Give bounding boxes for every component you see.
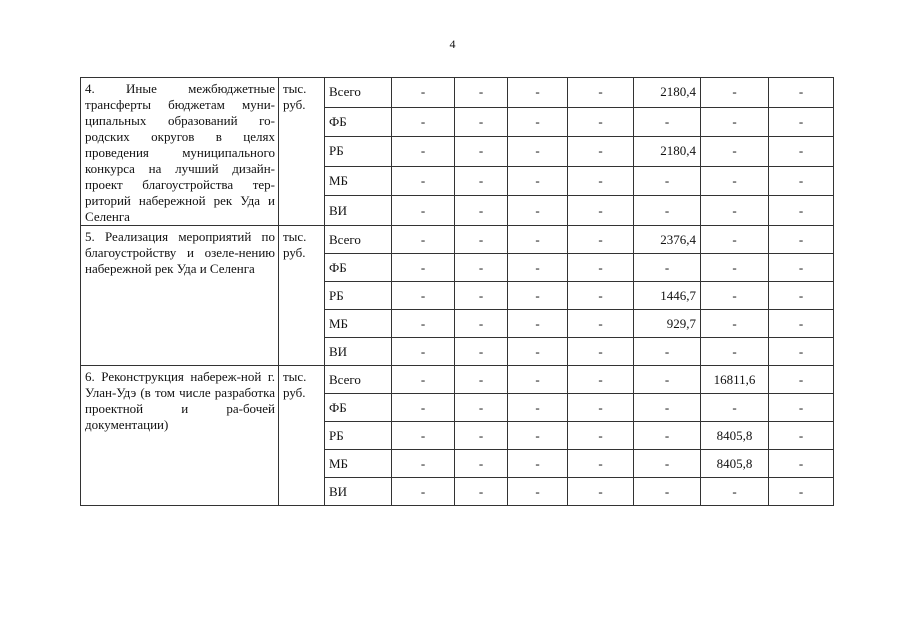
value-cell: -	[701, 282, 769, 310]
page-number: 4	[449, 37, 456, 51]
funding-source-cell: РБ	[325, 422, 392, 450]
value-cell: -	[769, 450, 834, 478]
funding-source-cell: ФБ	[325, 107, 392, 137]
funding-source-cell: Всего	[325, 78, 392, 108]
value-cell: 2376,4	[634, 226, 701, 254]
value-cell: -	[455, 338, 508, 366]
value-cell: -	[701, 338, 769, 366]
funding-source-cell: Всего	[325, 226, 392, 254]
funding-source-cell: Всего	[325, 366, 392, 394]
value-cell: -	[568, 107, 634, 137]
value-cell: -	[392, 310, 455, 338]
funding-source-cell: МБ	[325, 166, 392, 196]
value-cell: -	[508, 254, 568, 282]
value-cell: -	[508, 338, 568, 366]
value-cell: -	[769, 366, 834, 394]
value-cell: -	[392, 166, 455, 196]
unit-cell: тыс. руб.	[279, 78, 325, 226]
value-cell: -	[568, 78, 634, 108]
funding-source-cell: РБ	[325, 137, 392, 167]
value-cell: -	[568, 196, 634, 226]
value-cell: 2180,4	[634, 78, 701, 108]
value-cell: -	[634, 196, 701, 226]
value-cell: -	[701, 196, 769, 226]
value-cell: -	[634, 422, 701, 450]
value-cell: -	[508, 107, 568, 137]
value-cell: -	[455, 78, 508, 108]
value-cell: -	[455, 226, 508, 254]
value-cell: -	[455, 254, 508, 282]
value-cell: -	[769, 137, 834, 167]
value-cell: -	[701, 137, 769, 167]
funding-source-cell: ВИ	[325, 478, 392, 506]
value-cell: -	[769, 478, 834, 506]
value-cell: -	[769, 394, 834, 422]
value-cell: -	[769, 254, 834, 282]
value-cell: -	[392, 366, 455, 394]
value-cell: -	[568, 422, 634, 450]
value-cell: -	[568, 166, 634, 196]
value-cell: -	[568, 450, 634, 478]
value-cell: -	[455, 166, 508, 196]
value-cell: -	[508, 366, 568, 394]
value-cell: -	[634, 254, 701, 282]
value-cell: 1446,7	[634, 282, 701, 310]
value-cell: -	[455, 394, 508, 422]
funding-source-cell: ВИ	[325, 338, 392, 366]
value-cell: -	[634, 366, 701, 394]
value-cell: -	[634, 394, 701, 422]
value-cell: 2180,4	[634, 137, 701, 167]
value-cell: -	[568, 394, 634, 422]
value-cell: -	[568, 226, 634, 254]
value-cell: -	[568, 254, 634, 282]
funding-source-cell: РБ	[325, 282, 392, 310]
value-cell: -	[392, 394, 455, 422]
value-cell: -	[769, 107, 834, 137]
value-cell: -	[392, 422, 455, 450]
value-cell: -	[455, 310, 508, 338]
unit-cell: тыс. руб.	[279, 366, 325, 506]
value-cell: -	[392, 338, 455, 366]
value-cell: -	[568, 282, 634, 310]
value-cell: -	[701, 254, 769, 282]
value-cell: -	[701, 478, 769, 506]
value-cell: -	[568, 137, 634, 167]
value-cell: -	[508, 226, 568, 254]
value-cell: -	[701, 166, 769, 196]
table-row	[81, 366, 834, 394]
value-cell: -	[769, 422, 834, 450]
table-row	[81, 78, 834, 108]
unit-cell: тыс. руб.	[279, 226, 325, 366]
value-cell: -	[455, 366, 508, 394]
value-cell: -	[392, 137, 455, 167]
funding-source-cell: ФБ	[325, 254, 392, 282]
value-cell: -	[568, 478, 634, 506]
value-cell: -	[392, 107, 455, 137]
value-cell: -	[634, 166, 701, 196]
funding-source-cell: ВИ	[325, 196, 392, 226]
value-cell: -	[392, 78, 455, 108]
value-cell: -	[508, 478, 568, 506]
funding-source-cell: МБ	[325, 450, 392, 478]
value-cell: 8405,8	[701, 422, 769, 450]
value-cell: -	[634, 478, 701, 506]
value-cell: -	[701, 226, 769, 254]
value-cell: -	[769, 166, 834, 196]
value-cell: -	[455, 450, 508, 478]
value-cell: -	[769, 78, 834, 108]
value-cell: -	[568, 310, 634, 338]
value-cell: -	[568, 366, 634, 394]
value-cell: -	[508, 166, 568, 196]
measure-name-cell: 4. Иные межбюджетные трансферты бюджетам муни-ципальных образований го-родских округов в целях проведения муниципального конкурса на лучший дизайн-проект благоустройства тер-риторий набережной рек Уда и Селенга	[81, 78, 279, 226]
value-cell: -	[455, 137, 508, 167]
measure-name-cell: 5. Реализация мероприятий по благоустройству и озеле-нению набережной рек Уда и Селенга	[81, 226, 279, 366]
value-cell: -	[508, 137, 568, 167]
value-cell: -	[455, 107, 508, 137]
value-cell: -	[455, 422, 508, 450]
value-cell: 929,7	[634, 310, 701, 338]
value-cell: -	[455, 196, 508, 226]
value-cell: 8405,8	[701, 450, 769, 478]
value-cell: -	[769, 226, 834, 254]
value-cell: -	[392, 282, 455, 310]
value-cell: -	[392, 196, 455, 226]
value-cell: -	[769, 338, 834, 366]
value-cell: -	[455, 282, 508, 310]
value-cell: 16811,6	[701, 366, 769, 394]
value-cell: -	[392, 478, 455, 506]
value-cell: -	[701, 107, 769, 137]
funding-source-cell: ФБ	[325, 394, 392, 422]
value-cell: -	[392, 254, 455, 282]
value-cell: -	[634, 450, 701, 478]
value-cell: -	[392, 450, 455, 478]
value-cell: -	[701, 394, 769, 422]
value-cell: -	[508, 450, 568, 478]
value-cell: -	[634, 338, 701, 366]
budget-table	[80, 77, 834, 506]
value-cell: -	[769, 196, 834, 226]
funding-source-cell: МБ	[325, 310, 392, 338]
value-cell: -	[769, 310, 834, 338]
value-cell: -	[392, 226, 455, 254]
value-cell: -	[634, 107, 701, 137]
value-cell: -	[508, 394, 568, 422]
value-cell: -	[769, 282, 834, 310]
value-cell: -	[701, 310, 769, 338]
table-row	[81, 226, 834, 254]
value-cell: -	[508, 310, 568, 338]
value-cell: -	[455, 478, 508, 506]
value-cell: -	[701, 78, 769, 108]
value-cell: -	[508, 282, 568, 310]
value-cell: -	[508, 78, 568, 108]
value-cell: -	[568, 338, 634, 366]
value-cell: -	[508, 422, 568, 450]
budget-table-body	[81, 78, 834, 506]
measure-name-cell: 6. Реконструкция набереж-ной г. Улан-Удэ (в том числе разработка проектной и ра-бочей документации)	[81, 366, 279, 506]
value-cell: -	[508, 196, 568, 226]
